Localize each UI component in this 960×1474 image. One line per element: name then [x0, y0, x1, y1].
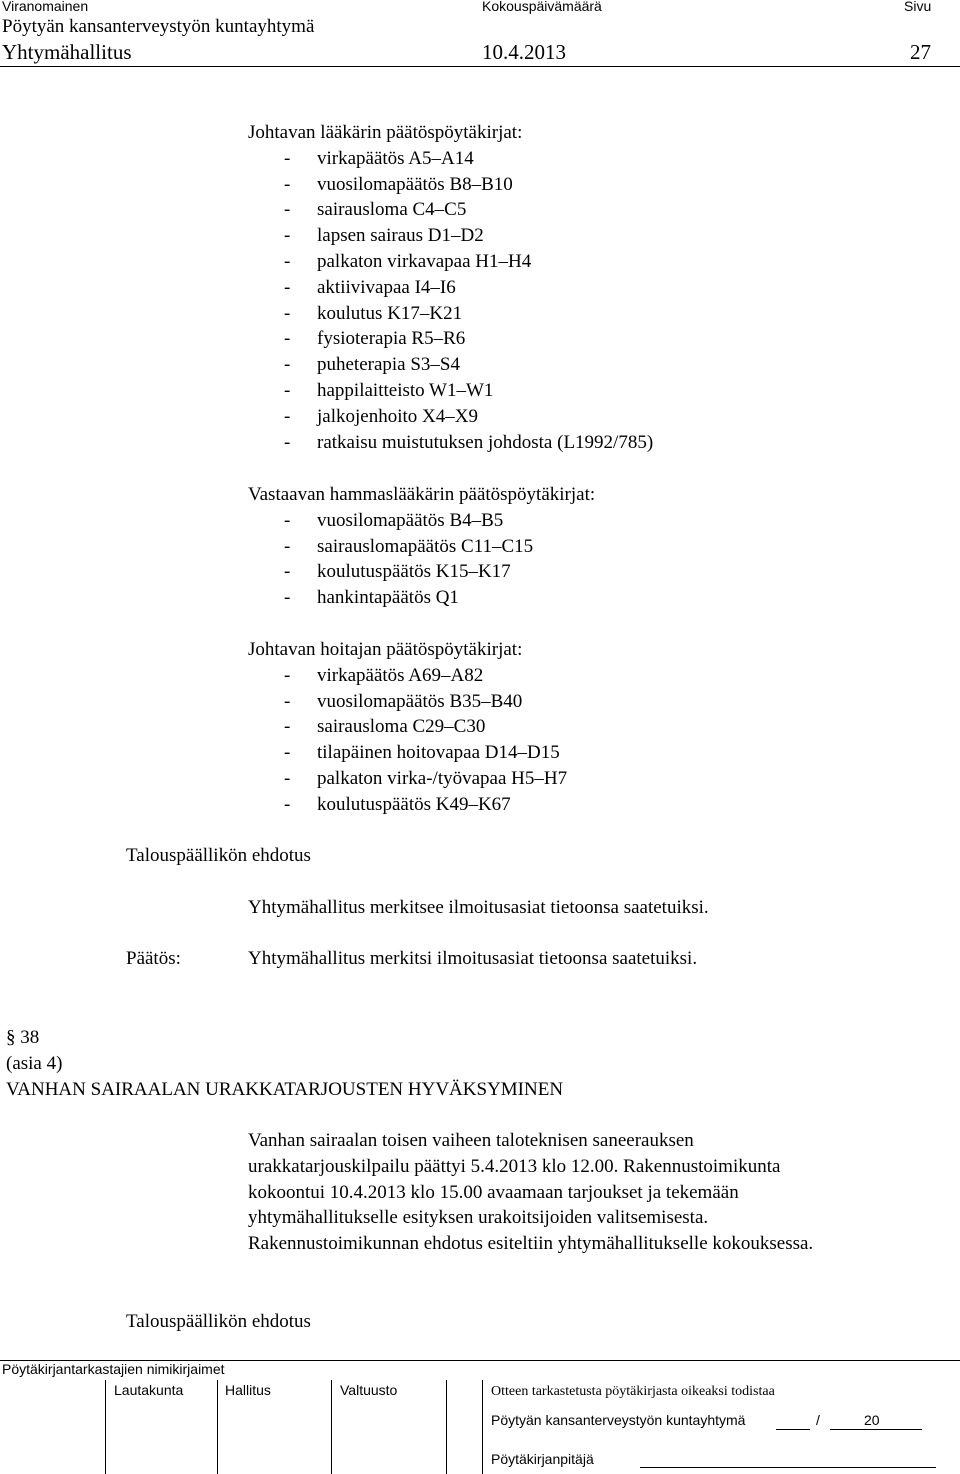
section-heading: Johtavan hoitajan päätöspöytäkirjat:	[248, 639, 523, 660]
list-item: - fysioterapia R5–R6	[284, 328, 466, 350]
list-item: - happilaitteisto W1–W1	[284, 379, 494, 401]
footer-divider	[331, 1380, 332, 1474]
list-item: - aktiivivapaa I4–I6	[284, 276, 456, 298]
footer-lautakunta: Lautakunta	[114, 1382, 184, 1398]
decision-label: Päätös:	[126, 948, 181, 969]
footer-keeper-label: Pöytäkirjanpitäjä	[491, 1451, 594, 1467]
header-organization: Pöytyän kansanterveystyön kuntayhtymä	[2, 16, 315, 37]
paragraph-line: Rakennustoimikunnan ehdotus esiteltiin yhtymähallitukselle kokouksessa.	[248, 1233, 814, 1255]
footer-signature-line	[640, 1467, 936, 1468]
list-item: - vuosilomapäätös B4–B5	[284, 509, 504, 531]
list-item: - palkaton virkavapaa H1–H4	[284, 250, 532, 272]
footer-certification-box-left	[482, 1380, 483, 1474]
footer-divider	[105, 1380, 106, 1474]
agenda-item-ref: (asia 4)	[6, 1053, 63, 1074]
section-vastaava-hammaslaakari	[248, 482, 595, 611]
list-item: - sairausloma C4–C5	[284, 199, 467, 221]
header-meeting-date: 10.4.2013	[482, 40, 566, 64]
item-proposal-label: Talouspäällikön ehdotus	[126, 1311, 311, 1332]
list-item: - sairausloma C29–C30	[284, 716, 486, 738]
item-description	[248, 1128, 813, 1257]
list-item: - hankintapäätös Q1	[284, 587, 459, 609]
decision-text: Yhtymähallitus merkitsi ilmoitusasiat tietoonsa saatetuiksi.	[248, 948, 698, 969]
list-item: - puheterapia S3–S4	[284, 354, 461, 376]
section-heading: Vastaavan hammaslääkärin päätöspöytäkirjat:	[248, 484, 596, 505]
header-body-name: Yhtymähallitus	[2, 40, 132, 64]
paragraph-line: yhtymähallitukselle esityksen urakoitsijoiden valitsemisesta.	[248, 1207, 709, 1229]
list-item: - koulutuspäätös K49–K67	[284, 793, 511, 815]
header-page-label: Sivu	[904, 0, 932, 14]
list-item: - lapsen sairaus D1–D2	[284, 225, 484, 247]
footer-signature-line	[830, 1429, 922, 1430]
list-item: - vuosilomapäätös B8–B10	[284, 173, 513, 195]
list-item: - jalkojenhoito X4–X9	[284, 405, 478, 427]
list-item: - virkapäätös A69–A82	[284, 664, 484, 686]
footer-certified-text: Otteen tarkastetusta pöytäkirjasta oikeaksi todistaa	[491, 1384, 775, 1399]
paragraph-line: kokoontui 10.4.2013 klo 15.00 avaamaan tarjoukset ja tekemään	[248, 1181, 739, 1203]
section-number: § 38	[6, 1027, 40, 1048]
footer-signatures-label: Pöytäkirjantarkastajien nimikirjaimet	[2, 1361, 225, 1377]
footer-divider	[217, 1380, 218, 1474]
section-johtava-hoitaja	[248, 637, 567, 818]
item-title: VANHAN SAIRAALAN URAKKATARJOUSTEN HYVÄKSYMINEN	[6, 1079, 564, 1100]
list-item: - vuosilomapäätös B35–B40	[284, 690, 523, 712]
header-rule	[0, 66, 960, 67]
list-item: - koulutus K17–K21	[284, 302, 463, 324]
list-item: - ratkaisu muistutuksen johdosta (L1992/785)	[284, 431, 654, 453]
proposal-text: Yhtymähallitus merkitsee ilmoitusasiat tietoonsa saatetuiksi.	[248, 897, 709, 918]
list-item: - tilapäinen hoitovapaa D14–D15	[284, 742, 560, 764]
footer-signature-line	[776, 1429, 810, 1430]
list-item: - sairauslomapäätös C11–C15	[284, 535, 534, 557]
footer-divider	[446, 1380, 447, 1474]
header-date-label: Kokouspäivämäärä	[482, 0, 602, 14]
footer-valtuusto: Valtuusto	[340, 1382, 398, 1398]
paragraph-line: urakkatarjouskilpailu päättyi 5.4.2013 klo 12.00. Rakennustoimikunta	[248, 1155, 781, 1177]
footer-organization: Pöytyän kansanterveystyön kuntayhtymä	[491, 1412, 746, 1428]
list-item: - virkapäätös A5–A14	[284, 147, 474, 169]
header-viranomainen-label: Viranomainen	[2, 0, 89, 14]
header-page-number: 27	[910, 40, 931, 64]
list-item: - palkaton virka-/työvapaa H5–H7	[284, 767, 568, 789]
footer-year: 20	[864, 1412, 880, 1428]
footer-slash: /	[816, 1412, 820, 1428]
footer-hallitus: Hallitus	[225, 1382, 271, 1398]
section-johtava-laakari	[248, 120, 653, 455]
paragraph-line: Vanhan sairaalan toisen vaiheen taloteknisen saneerauksen	[248, 1130, 694, 1151]
list-item: - koulutuspäätös K15–K17	[284, 561, 511, 583]
proposal-label: Talouspäällikön ehdotus	[126, 845, 311, 866]
section-heading: Johtavan lääkärin päätöspöytäkirjat:	[248, 122, 523, 143]
